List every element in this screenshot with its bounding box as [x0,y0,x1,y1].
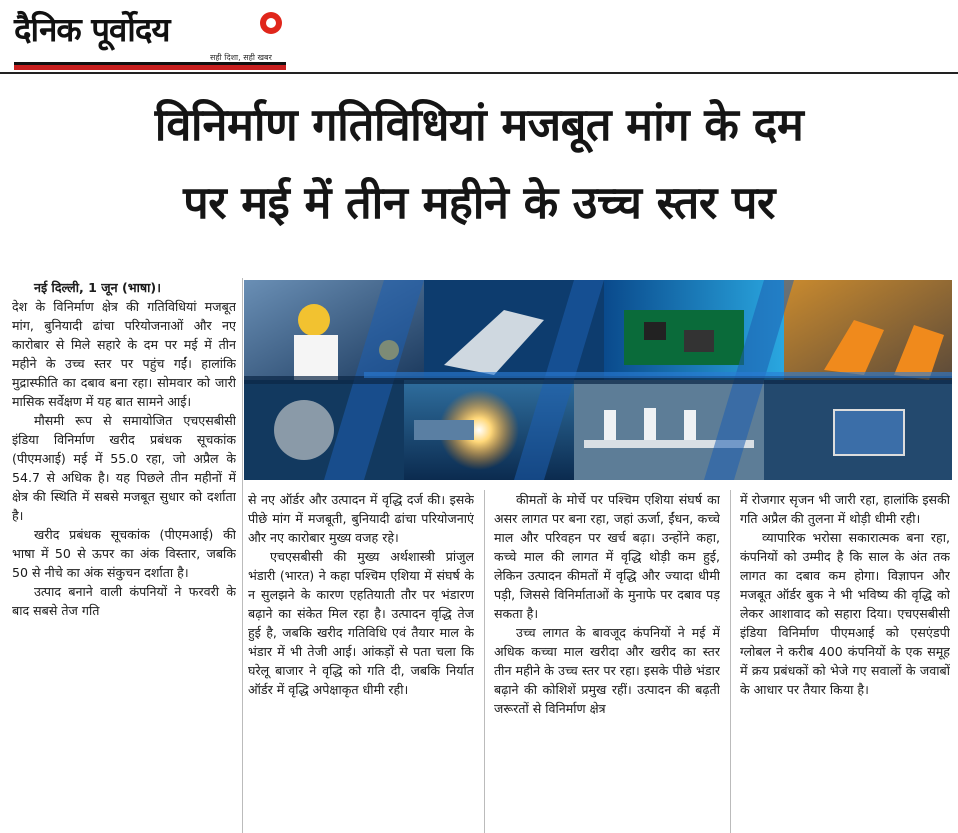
paragraph: में रोजगार सृजन भी जारी रहा, हालांकि इसकी गति अप्रैल की तुलना में थोड़ी धीमी रही। [740,492,950,526]
article-column-3 [494,490,720,833]
article-column-4 [740,490,950,833]
headline [0,86,958,242]
paragraph: एचएसबीसी की मुख्य अर्थशास्त्री प्रांजुल भंडारी (भारत) ने कहा पश्चिम एशिया में संघर्ष के न सुलझने के कारण एहतियाती तौर पर भंडारण बढ़ाने का संकेत मिल रहा है। उत्पादन वृद्धि तेज हुई है, जबकि खरीद गतिविधि एवं तैयार माल के भंडार में भी तेजी आई। आंकड़ों से पता चला कि घरेलू बाजार ने वृद्धि को गति दी, जबकि निर्यात ऑर्डर में वृद्धि अपेक्षाकृत धीमी रही। [248,549,474,697]
paragraph: व्यापारिक भरोसा सकारात्मक बना रहा, कंपनियों को उम्मीद है कि साल के अंत तक लागत का दबाव कम होगा। विज्ञापन और मजबूत ऑर्डर बुक ने भी भविष्य की वृद्धि को लेकर आशावाद को सहारा दिया। एचएसबीसी इंडिया विनिर्माण पीएमआई को एसएंडपी ग्लोबल ने करीब 400 कंपनियों के एक समूह में क्रय प्रबंधकों को भेजे गए सवालों के जवाबों के आधार पर तैयार किया है। [740,530,950,697]
article-column-2 [248,490,474,833]
column-divider [730,490,731,833]
paragraph: उत्पाद बनाने वाली कंपनियों ने फरवरी के बाद सबसे तेज गति [12,584,236,618]
paragraph: मौसमी रूप से समायोजित एचएसबीसी इंडिया विनिर्माण खरीद प्रबंधक सूचकांक (पीएमआई) मई में 55.0 रहा, जो अप्रैल के 54.7 से अधिक है। यह पिछले तीन महीनों में क्षेत्र की स्थिति में सबसे मजबूत सुधार को दर्शाता है। [12,413,236,523]
masthead-tagline: सही दिशा, सही खबर [210,53,272,62]
collage-graphic [244,280,952,480]
paragraph: से नए ऑर्डर और उत्पादन में वृद्धि दर्ज की। इसके पीछे मांग में मजबूती, बुनियादी ढांचा परियोजनाएं और नए कारोबार मुख्य वजह रहे। [248,492,474,545]
headline-line-1: विनिर्माण गतिविधियां मजबूत मांग के दम [154,98,804,151]
headline-line-2: पर मई में तीन महीने के उच्च स्तर पर [183,176,775,229]
masthead [10,6,286,70]
column-divider [242,278,243,833]
paragraph: देश के विनिर्माण क्षेत्र की गतिविधियां मजबूत मांग, बुनियादी ढांचा परियोजनाओं और नए कारोबार से मिले सहारे के दम पर मई में तीन महीने के उच्च स्तर पर पहुंच गईं। हालांकि मुद्रास्फीति का दबाव बना रहा। सोमवार को जारी मासिक सर्वेक्षण में यह बात सामने आई। [12,299,236,409]
logo-emblem-icon [260,12,282,34]
dateline: नई दिल्ली, 1 जून (भाषा)। [34,280,161,295]
article-column-1 [12,278,236,833]
paragraph: कीमतों के मोर्चे पर पश्चिम एशिया संघर्ष का असर लागत पर बना रहा, जहां ऊर्जा, ईंधन, कच्चे माल और परिवहन पर खर्च बढ़ा। उन्होंने कहा, कच्चे माल की लागत में वृद्धि थोड़ी कम हुई, लेकिन उत्पादन कीमतों में वृद्धि और ज्यादा धीमी पड़ी, जिससे विनिर्माताओं के मुनाफे पर दबाव पड़ सकता है। [494,492,720,621]
paragraph: खरीद प्रबंधक सूचकांक (पीएमआई) की भाषा में 50 से ऊपर का अंक विस्तार, जबकि 50 से नीचे का अंक संकुचन दर्शाता है। [12,527,236,580]
paragraph: उच्च लागत के बावजूद कंपनियों ने मई में अधिक कच्चा माल खरीदा और खरीद का स्तर तीन महीने के उच्च स्तर पर रहा। इसके पीछे भंडार बढ़ाने की कोशिशें प्रमुख रहीं। उत्पादन की बढ़ती जरूरतों से विनिर्माण क्षेत्र [494,625,720,716]
manufacturing-collage-image [244,280,952,480]
masthead-logo: दैनिक पूर्वोदय [14,10,170,49]
column-divider [484,490,485,833]
masthead-bar [14,62,286,70]
masthead-rule [0,72,958,74]
